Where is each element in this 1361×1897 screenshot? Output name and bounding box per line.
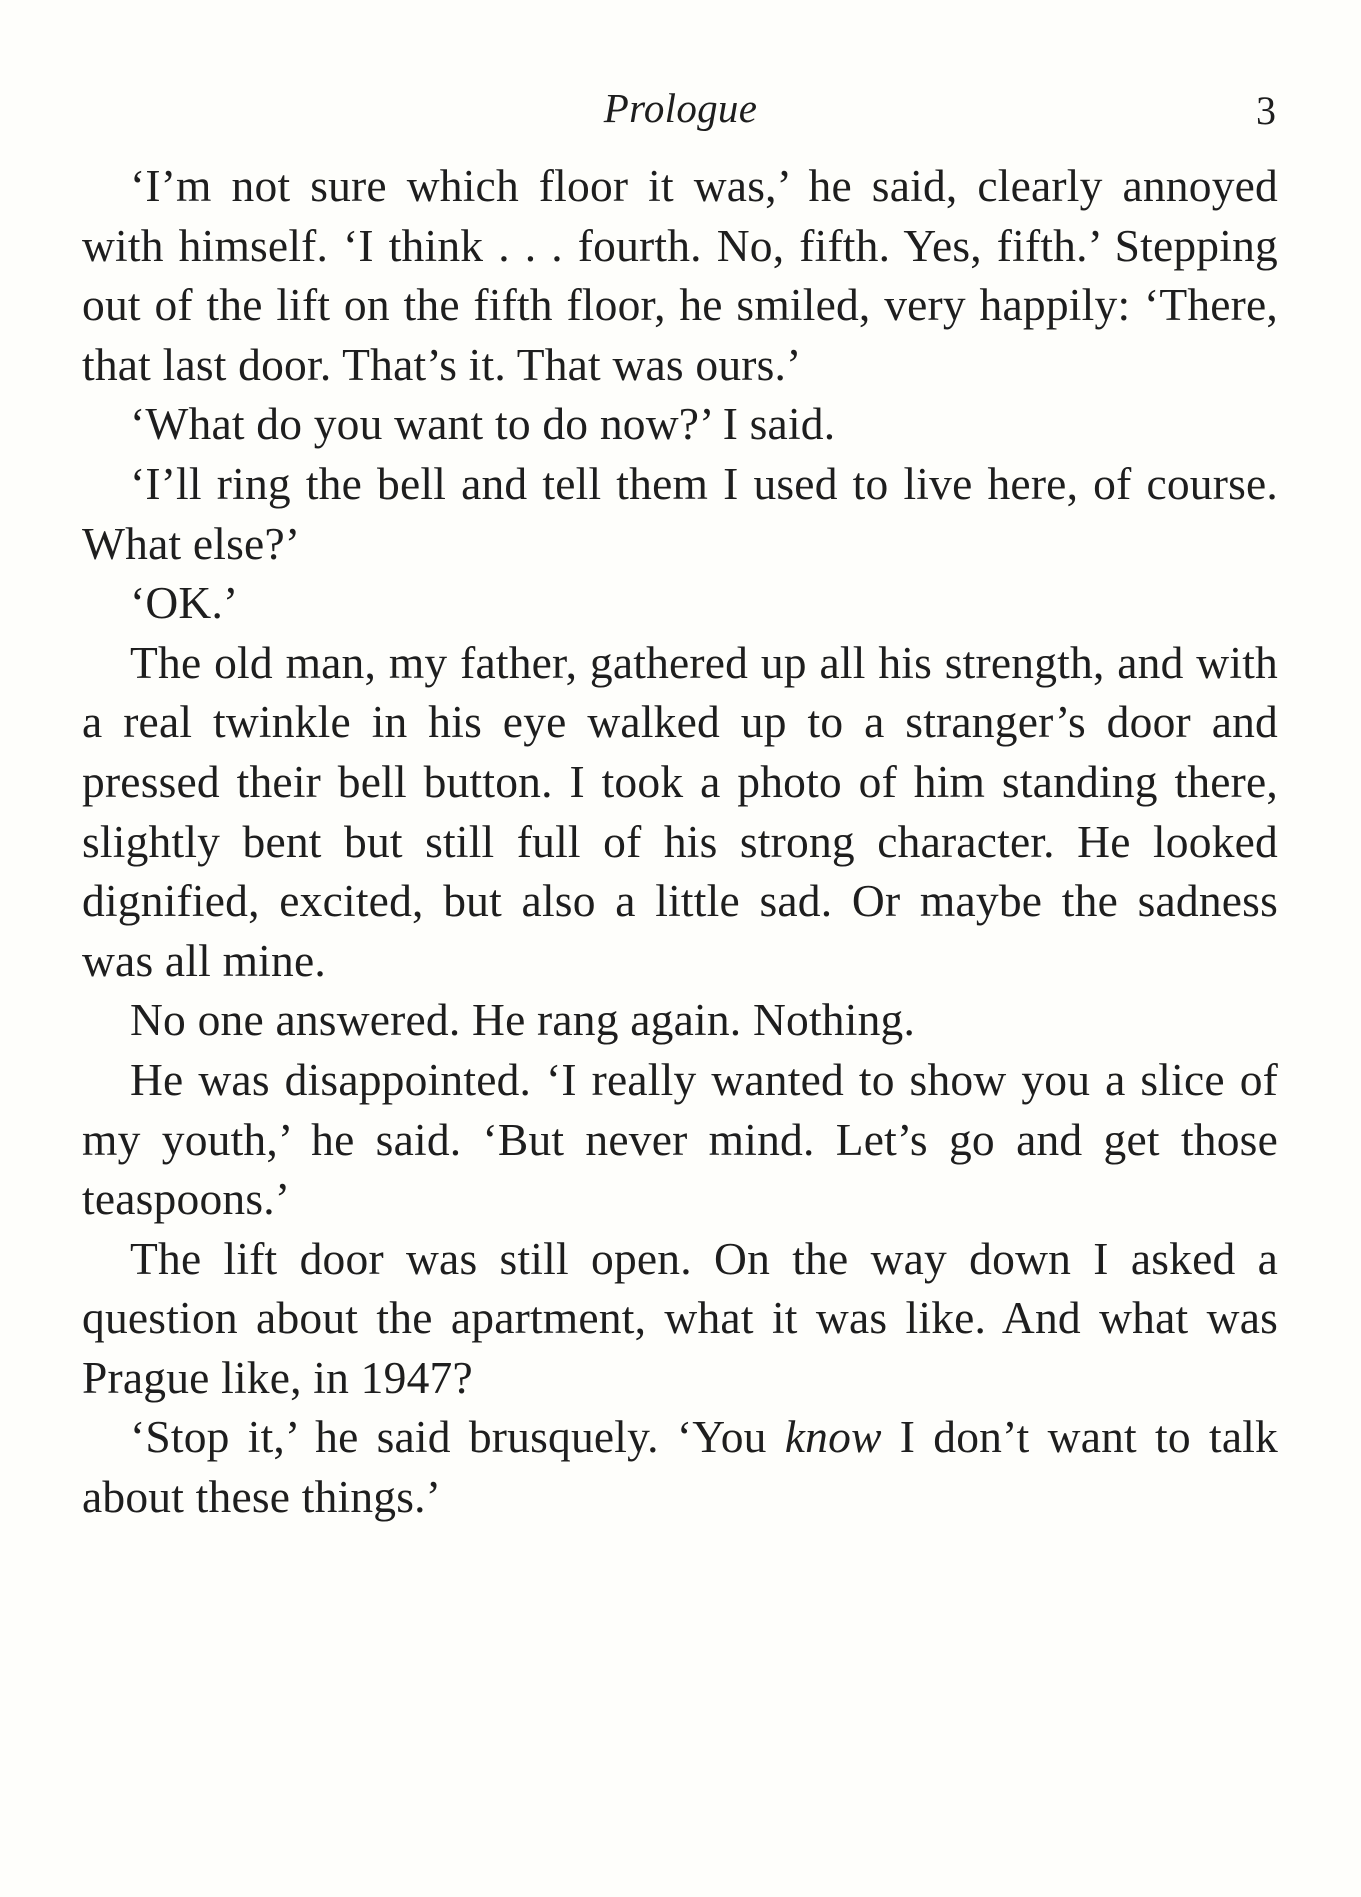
chapter-title: Prologue <box>603 85 758 131</box>
paragraph-lift-door: The lift door was still open. On the way down I asked a question about the apartment, what it was like. And what was Prague like, in 1947? <box>82 1232 1278 1403</box>
paragraph-ring-bell: ‘I’ll ring the bell and tell them I used to live here, of course. What else?’ <box>82 457 1278 569</box>
stop-it-text-after: I don’t want to talk about these things.’ <box>82 1411 1278 1523</box>
paragraph-stop-it <box>82 1407 1278 1526</box>
paragraph-question: ‘What do you want to do now?’ I said. <box>130 398 836 450</box>
paragraph-floor: ‘I’m not sure which floor it was,’ he said, clearly annoyed with himself. ‘I think . . . fourth. No, fifth. Yes, fifth.’ Stepping out of the lift on the fifth floor, he smiled, very happily: ‘There, that last door. That’s it. That was ours.’ <box>82 160 1278 390</box>
page-number: 3 <box>1256 88 1276 133</box>
stop-it-text-before: ‘Stop it,’ he said brusquely. ‘You <box>130 1411 785 1463</box>
body-text <box>82 156 1278 1527</box>
paragraph-ok: ‘OK.’ <box>130 577 239 629</box>
paragraph-disappointed: He was disappointed. ‘I really wanted to show you a slice of my youth,’ he said. ‘But never mind. Let’s go and get those teaspoons.’ <box>82 1053 1278 1225</box>
paragraph-old-man: The old man, my father, gathered up all his strength, and with a real twinkle in his eye walked up to a stranger’s door and pressed their bell button. I took a photo of him standing there, slightly bent but still full of his strong character. He looked dignified, excited, but also a little sad. Or maybe the sadness was all mine. <box>82 636 1278 986</box>
paragraph-no-answer: No one answered. He rang again. Nothing. <box>130 994 916 1046</box>
running-header <box>0 82 1361 134</box>
emphasis-know: know <box>784 1411 882 1463</box>
